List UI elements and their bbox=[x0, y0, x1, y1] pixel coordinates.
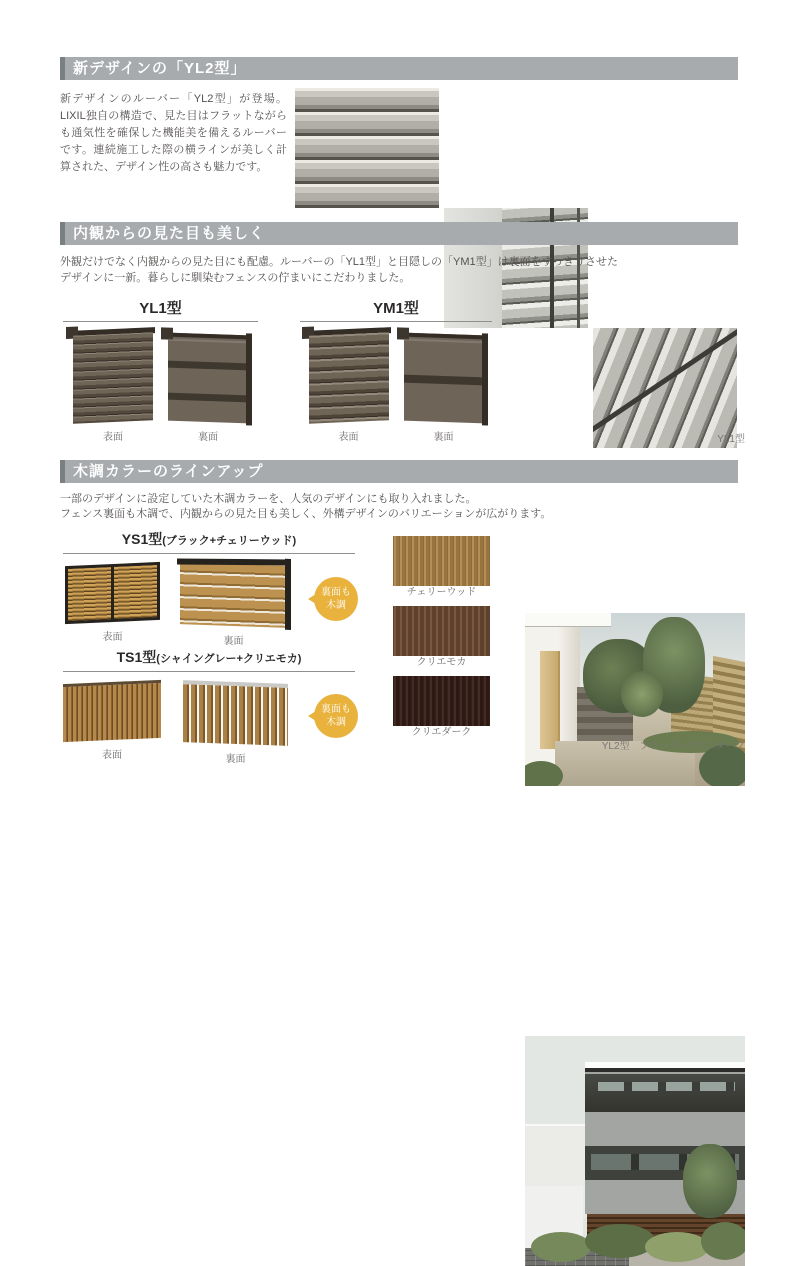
swatch-label: クリエダーク bbox=[411, 727, 472, 738]
fence-figure-front bbox=[309, 334, 389, 443]
swatch-label: クリエモカ bbox=[416, 657, 467, 668]
fence-figure-front bbox=[73, 334, 153, 443]
header-accent-bar bbox=[60, 222, 65, 245]
fence-front-illustration bbox=[73, 332, 153, 423]
fence-panel bbox=[68, 567, 111, 621]
plant bbox=[645, 1232, 709, 1262]
house-eave bbox=[525, 613, 611, 627]
model-name-text: YM1型 bbox=[373, 300, 419, 317]
swatch-label: チェリーウッド bbox=[406, 587, 477, 598]
body-line: フェンス裏面も木調で、内観からの見た目も美しく、外構デザインのバリエーションが広がります。 bbox=[60, 508, 552, 520]
section-header-new-design bbox=[60, 57, 738, 80]
swatch-clair-mocha bbox=[393, 606, 490, 656]
fence-caption: 裏面 bbox=[433, 432, 454, 443]
model-underline bbox=[300, 321, 492, 322]
badge-back-wood bbox=[314, 577, 358, 621]
fence-slats bbox=[309, 332, 389, 423]
fence-row bbox=[63, 682, 355, 765]
model-name bbox=[63, 300, 258, 318]
model-name bbox=[300, 300, 492, 318]
fence-slats bbox=[168, 337, 248, 424]
photo-house-yl2 bbox=[525, 1036, 745, 1266]
model-group-ys1 bbox=[63, 530, 355, 647]
section-heading: 木調カラーのラインアップ bbox=[73, 463, 264, 480]
badge-back-wood bbox=[314, 694, 358, 738]
fence-row bbox=[63, 564, 355, 647]
louver-frame-edge bbox=[593, 328, 737, 434]
model-group-ts1 bbox=[63, 648, 355, 765]
fence-figure-back bbox=[180, 564, 287, 647]
fence-back-illustration bbox=[180, 562, 287, 628]
fence-caption: 裏面 bbox=[223, 636, 244, 647]
fence-panel bbox=[114, 565, 157, 619]
model-name bbox=[63, 648, 355, 668]
section-heading: 新デザインの「YL2型」 bbox=[73, 60, 247, 77]
photo-garden-yl1 bbox=[525, 613, 745, 786]
window-glass bbox=[598, 1082, 736, 1091]
section-header-wood-colors bbox=[60, 460, 738, 483]
badge-text: 木調 bbox=[326, 600, 346, 611]
fence-slats bbox=[404, 337, 484, 424]
model-group-ym1 bbox=[300, 300, 492, 443]
fence-post bbox=[482, 333, 488, 425]
house-door bbox=[540, 651, 560, 749]
fence-caption: 表面 bbox=[338, 432, 359, 443]
fence-row bbox=[300, 334, 492, 443]
header-accent-bar bbox=[60, 460, 65, 483]
section3-body-text bbox=[60, 492, 551, 522]
model-underline bbox=[63, 553, 355, 554]
model-variant-text: (ブラック+チェリーウッド) bbox=[162, 535, 297, 547]
fence-caption: 表面 bbox=[102, 750, 122, 761]
model-underline bbox=[63, 321, 258, 322]
model-underline bbox=[63, 671, 355, 672]
model-variant-text: (シャイングレー+クリエモカ) bbox=[156, 653, 302, 665]
swatch-clair-dark bbox=[393, 676, 490, 726]
body-line: 外観だけでなく内観からの見た目にも配慮。ルーバーの「YL1型」と目隠しの「YM1型」は裏面をすっきりさせた bbox=[60, 256, 618, 268]
fence-caption: 表面 bbox=[102, 632, 123, 643]
fence-front-illustration bbox=[309, 332, 389, 423]
fence-top-cap bbox=[177, 558, 289, 565]
fence-caption: 表面 bbox=[103, 432, 123, 443]
badge-text: 裏面も bbox=[321, 587, 351, 598]
section1-body-text: 新デザインのルーバー「YL2型」が登場。LIXIL独自の構造で、見た目はフラットながらも通気性を確保した機能美を備えるルーバーです。連続施工した際の横ラインが美しく計算された、デザイン性の高さも魅力です。 bbox=[60, 93, 287, 173]
model-name-text: TS1型 bbox=[116, 649, 157, 665]
model-name bbox=[63, 530, 355, 550]
model-group-yl1 bbox=[63, 300, 258, 443]
section2-body-text bbox=[60, 254, 618, 286]
fence-front-illustration bbox=[65, 562, 160, 624]
plant bbox=[585, 1224, 655, 1258]
fence-figure-back bbox=[404, 334, 484, 443]
fence-row bbox=[63, 334, 258, 443]
model-name-text: YS1型 bbox=[121, 531, 163, 547]
body-line: 一部のデザインに設定していた木調カラーを、人気のデザインにも取り入れました。 bbox=[60, 493, 477, 505]
badge-text: 裏面も bbox=[321, 704, 351, 715]
fence-caption: 裏面 bbox=[225, 754, 246, 765]
badge-text: 木調 bbox=[326, 717, 346, 728]
fence-figure-back bbox=[183, 682, 288, 765]
header-accent-bar bbox=[60, 57, 65, 80]
fence-slats bbox=[73, 332, 153, 423]
upper-window-band bbox=[585, 1074, 745, 1112]
body-line: デザインに一新。暮らしに馴染むフェンスの佇まいにこだわりました。 bbox=[60, 272, 411, 284]
section-heading: 内観からの見た目も美しく bbox=[73, 225, 266, 242]
plant bbox=[701, 1222, 745, 1260]
fence-back-illustration bbox=[404, 333, 484, 424]
fence-caption: 裏面 bbox=[198, 432, 218, 443]
fence-figure-front bbox=[65, 564, 160, 643]
swatch-column bbox=[393, 536, 490, 746]
fence-back-illustration bbox=[183, 680, 288, 746]
badge-tail bbox=[308, 711, 316, 721]
fence-figure-back bbox=[168, 334, 248, 443]
model-name-text: YL1型 bbox=[139, 300, 182, 317]
tree bbox=[683, 1144, 737, 1218]
fence-back-illustration bbox=[168, 333, 248, 424]
fence-post bbox=[285, 559, 291, 630]
fence-figure-front bbox=[63, 682, 161, 761]
photo-caption: YL2型 ブラック+クリエダーク bbox=[601, 741, 745, 752]
section-header-interior-view bbox=[60, 222, 738, 245]
fence-front-illustration bbox=[63, 680, 161, 742]
swatch-cherrywood bbox=[393, 536, 490, 586]
tree bbox=[621, 671, 663, 717]
house-roofline bbox=[585, 1062, 745, 1072]
photo-louver-closeup-front bbox=[295, 88, 439, 208]
plant bbox=[531, 1232, 591, 1262]
photo-caption: YL1型 bbox=[717, 434, 745, 445]
badge-tail bbox=[308, 594, 316, 604]
fence-post bbox=[246, 333, 252, 425]
